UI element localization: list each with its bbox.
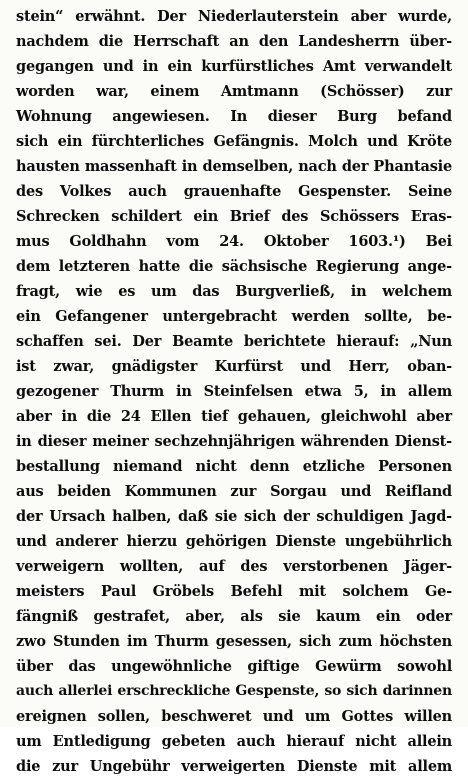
text-line: bestallung niemand nicht denn etzliche Personen	[16, 458, 452, 475]
text-line: in dieser meiner sechzehnjährigen währenden Dienst-	[16, 433, 452, 450]
text-line: dem letzteren hatte die sächsische Regierung ange-	[16, 258, 452, 275]
text-line: aber in die 24 Ellen tief gehauen, gleichwohl aber	[16, 408, 452, 425]
text-line: und anderer hierzu gehörigen Dienste ungebührlich	[16, 533, 452, 550]
text-line: Schrecken schildert ein Brief des Schössers Eras-	[16, 208, 452, 225]
text-line: schaffen sei. Der Beamte berichtete hierauf: „Nun	[16, 333, 452, 350]
text-line: ereignen sollen, beschweret und um Gottes willen	[16, 708, 452, 725]
text-line: meisters Paul Gröbels Befehl mit solchem Ge-	[16, 583, 452, 600]
text-line: gezogener Thurm in Steinfelsen etwa 5, in allem	[16, 383, 452, 400]
text-line: fragt, wie es um das Burgverließ, in welchem	[16, 283, 452, 300]
text-line: gegangen und in ein kurfürstliches Amt verwandelt	[16, 58, 452, 75]
text-line: nachdem die Herrschaft an den Landesherrn über-	[16, 33, 452, 50]
text-line: ist zwar, gnädigster Kurfürst und Herr, oban-	[16, 358, 452, 375]
text-line: des Volkes auch grauenhafte Gespenster. Seine	[16, 183, 452, 200]
text-line: ein Gefangener untergebracht werden sollte, be-	[16, 308, 452, 325]
text-line: zwo Stunden im Thurm gesessen, sich zum höchsten	[16, 633, 452, 650]
text-line: hausten massenhaft in demselben, nach der Phantasie	[16, 158, 452, 175]
text-line: der Ursach halben, daß sie sich der schuldigen Jagd-	[16, 508, 452, 525]
body-text	[16, 4, 452, 779]
text-line: mus Goldhahn vom 24. Oktober 1603.¹) Bei	[16, 233, 452, 250]
text-line: sich ein fürchterliches Gefängnis. Molch und Kröte	[16, 133, 452, 150]
text-line: worden war, einem Amtmann (Schösser) zur	[16, 83, 452, 100]
text-line: über das ungewöhnliche giftige Gewürm sowohl	[16, 658, 452, 675]
text-line: stein“ erwähnt. Der Niederlauterstein aber wurde,	[16, 8, 452, 25]
text-line: auch allerlei erschreckliche Gespenste, so sich darinnen	[16, 683, 452, 699]
text-line: Wohnung angewiesen. In dieser Burg befand	[16, 108, 452, 125]
text-line: die zur Ungebühr verweigerten Dienste mit allem	[16, 758, 452, 775]
text-line: um Entledigung gebeten auch hierauf nicht allein	[16, 733, 452, 750]
text-line: fängniß gestrafet, aber, als sie kaum ein oder	[16, 608, 452, 625]
text-line: aus beiden Kommunen zur Sorgau und Reifland	[16, 483, 452, 500]
text-line: verweigern wollten, auf des verstorbenen Jäger-	[16, 558, 452, 575]
